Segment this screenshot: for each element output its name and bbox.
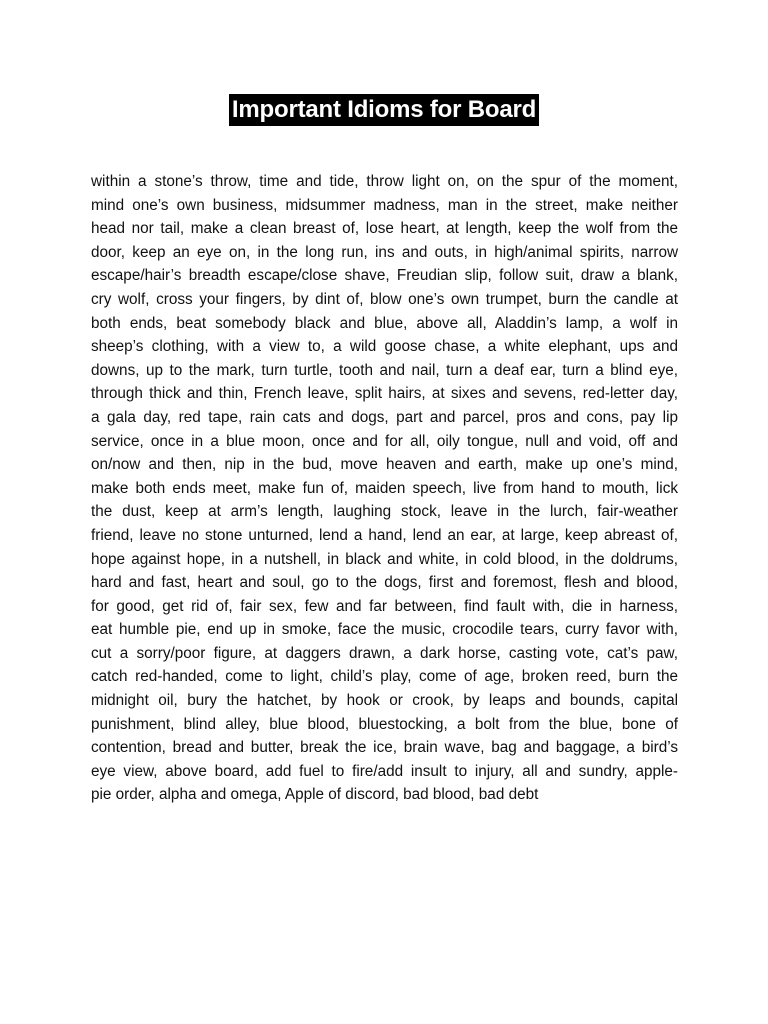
text-line: a gala day, red tape, rain cats and dogs, part and parcel, pros and cons, pay lip [91,408,678,426]
text-line: hard and fast, heart and soul, go to the dogs, first and foremost, flesh and blood, [91,574,678,592]
text-line: sheep’s clothing, with a view to, a wild goose chase, a white elephant, ups and [91,338,678,356]
text-line: downs, up to the mark, turn turtle, tooth and nail, turn a deaf ear, turn a blind eye, [91,361,678,379]
title-block [0,94,768,126]
text-line: pie order, alpha and omega, Apple of discord, bad blood, bad debt [91,786,539,804]
text-line: within a stone’s throw, time and tide, throw light on, on the spur of the moment, [91,173,678,190]
text-line: midnight oil, bury the hatchet, by hook or crook, by leaps and bounds, capital [91,692,678,710]
text-line: make both ends meet, make fun of, maiden speech, live from hand to mouth, lick [91,479,678,497]
text-line: door, keep an eye on, in the long run, ins and outs, in high/animal spirits, narrow [91,243,678,261]
text-line: cut a sorry/poor figure, at daggers drawn, a dark horse, casting vote, cat’s paw, [91,644,678,662]
text-line: head nor tail, make a clean breast of, lose heart, at length, keep the wolf from the [91,220,678,238]
text-line: the dust, keep at arm’s length, laughing stock, leave in the lurch, fair-weather [91,503,678,521]
text-line: escape/hair’s breadth escape/close shave, Freudian slip, follow suit, draw a blank, [91,267,678,285]
text-line: eye view, above board, add fuel to fire/add insult to injury, all and sundry, apple- [91,762,678,780]
text-line: service, once in a blue moon, once and for all, oily tongue, null and void, off and [91,432,678,450]
text-line: hope against hope, in a nutshell, in black and white, in cold blood, in the doldrums, [91,550,678,568]
text-line: through thick and thin, French leave, split hairs, at sixes and sevens, red-letter day, [91,385,678,403]
text-line: catch red-handed, come to light, child’s play, come of age, broken reed, burn the [91,668,678,686]
idioms-paragraph [91,170,678,807]
text-line: both ends, beat somebody black and blue, above all, Aladdin’s lamp, a wolf in [91,314,678,332]
text-line: on/now and then, nip in the bud, move heaven and earth, make up one’s mind, [91,456,678,474]
text-line: punishment, blind alley, blue blood, bluestocking, a bolt from the blue, bone of [91,715,678,733]
text-line: mind one’s own business, midsummer madness, man in the street, make neither [91,196,678,214]
text-line: contention, bread and butter, break the ice, brain wave, bag and baggage, a bird’s [91,739,678,757]
text-line: for good, get rid of, fair sex, few and far between, find fault with, die in harness, [91,597,678,615]
page-title: Important Idioms for Board [229,94,539,126]
text-line: cry wolf, cross your fingers, by dint of, blow one’s own trumpet, burn the candle at [91,290,678,308]
text-line: friend, leave no stone unturned, lend a hand, lend an ear, at large, keep abreast of, [91,526,678,544]
text-line: eat humble pie, end up in smoke, face the music, crocodile tears, curry favor with, [91,621,678,639]
